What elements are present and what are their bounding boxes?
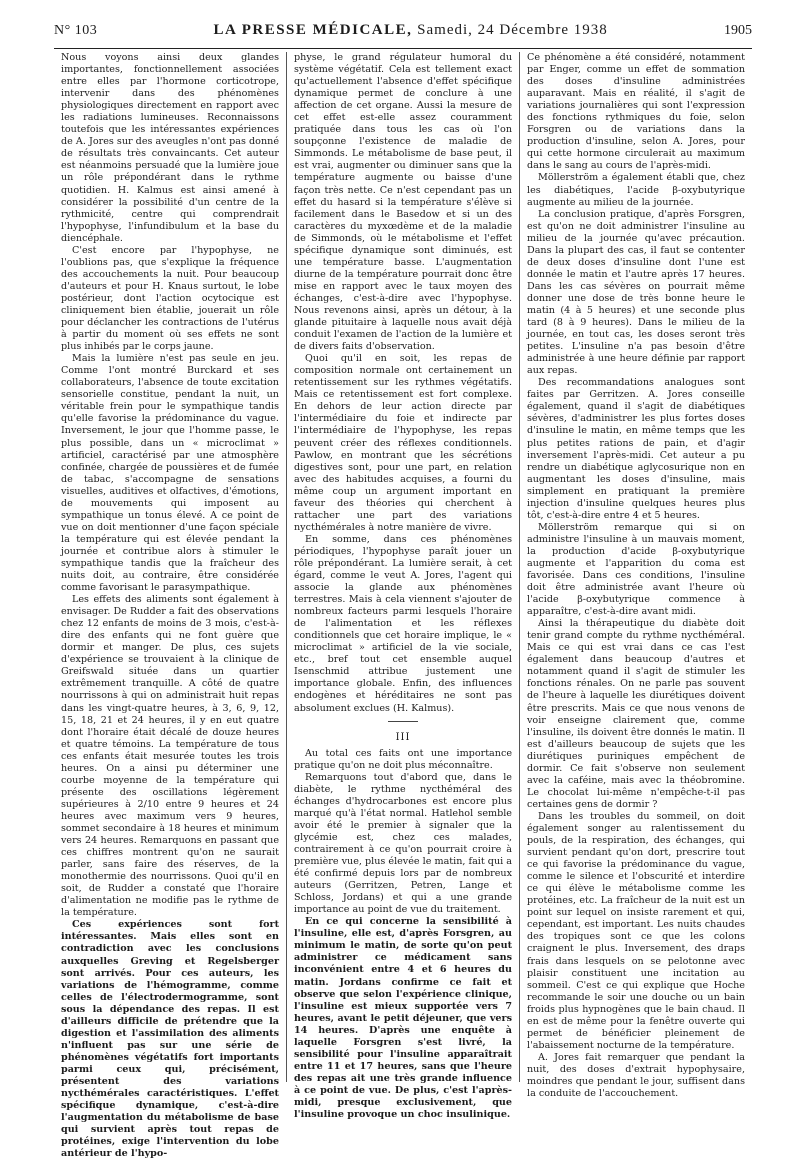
- paragraph: Ces expériences sont fort intéressantes. Mais elles sont en contradiction avec les conclusions auxquelles Greving et Regelsberger sont arrivés. Pour ces auteurs, les variations de l'hémogramme, comme celles de l'électrodermogramme, sont sous la dépendance des repas. Il est d'ailleurs difficile de prétendre que la digestion et l'assimilation des aliments n'influent pas sur une série de phénomènes végétatifs fort importants parmi ceux qui, précisément, présentent des variations nycthémérales caractéristiques. L'effet spécifique dynamique, c'est-à-dire l'augmentation du métabolisme de base qui survient après tout repas de protéines, exige l'intervention du lobe antérieur de l'hypo-: [61, 919, 279, 1160]
- paragraph: Les effets des aliments sont également à envisager. De Rudder a fait des observations chez 12 enfants de moins de 3 mois, c'est-à-dire des enfants qui ne font guère que dormir et manger. De plus, ces sujets d'expérience se trouvaient à la clinique de Greifswald située dans un quartier extrêmement tranquille. A côté de quatre nourrissons à qui on administrait huit repas dans les vingt-quatre heures, à 3, 6, 9, 12, 15, 18, 21 et 24 heures, il y en eut quatre dont l'horaire était décalé de douze heures et quatre témoins. La température de tous ces enfants était mesurée toutes les trois heures. On a ainsi pu déterminer une courbe moyenne de la température qui présente des oscillations légèrement supérieures à 2/10 entre 9 heures et 24 heures avec maximum vers 9 heures, sommet secondaire à 18 heures et minimum vers 24 heures. Remarquons en passant que ces chiffres montrent qu'on ne saurait parler, sans faire des réserves, de la monothermie des nourrissons. Quoi qu'il en soit, de Rudder a constaté que l'horaire d'alimentation ne modifie pas le rythme de la température.: [61, 594, 279, 919]
- paragraph: Quoi qu'il en soit, les repas de composition normale ont certainement un retentissement sur les rythmes végétatifs. Mais ce retentissement est fort complexe. En dehors de leur action directe par l'intermédiaire du foie et indirecte par l'intermédiaire de l'hypophyse, les repas peuvent créer des réflexes conditionnels. Pawlow, en montrant que les sécrétions digestives sont, pour une part, en relation avec des habitudes acquises, a fourni du même coup un argument important en faveur des théories qui cherchent à rattacher une part des variations nycthémérales à notre manière de vivre.: [294, 353, 512, 533]
- paragraph: Remarquons tout d'abord que, dans le diabète, le rythme nycthéméral des échanges d'hydrocarbones est encore plus marqué qu'à l'état normal. Hatlehol semble avoir été le premier à signaler que la glycémie est, chez ces malades, contrairement à ce qu'on pourrait croire à première vue, plus élevée le matin, fait qui a été confirmé depuis lors par de nombreux auteurs (Gerritzen, Petren, Lange et Schloss, Jordans) et qui a une grande importance au point de vue du traitement.: [294, 771, 512, 916]
- paragraph: En somme, dans ces phénomènes périodiques, l'hypophyse paraît jouer un rôle prépondérant. La lumière serait, à cet égard, comme le veut A. Jores, l'agent qui associe la glande aux phénomènes terrestres. Mais à cela viennent s'ajouter de nombreux facteurs parmi lesquels l'horaire de l'alimentation et les réflexes conditionnels que cet horaire implique, le « microclimat » artificiel de la vie sociale, etc., bref tout cet ensemble auquel Isenschmid attribue justement une importance globale. Enfin, des influences endogènes et héréditaires ne sont pas absolument exclues (H. Kalmus).: [294, 533, 512, 714]
- column-3: [519, 52, 752, 1100]
- page-number: 1905: [724, 23, 752, 38]
- section-heading: III: [395, 731, 411, 743]
- running-title: [213, 22, 607, 39]
- paragraph: Möllerström remarque qui si on administre l'insuline à un mauvais moment, la production d'acide β-oxybutyrique augmente et l'apparition du coma est favorisée. Dans ces conditions, l'insuline doit être administrée avant l'heure où l'acide β-oxybutyrique commence à apparaître, c'est-à-dire avant midi.: [527, 521, 745, 618]
- paragraph: Möllerström a également établi que, chez les diabétiques, l'acide β-oxybutyrique augmente au milieu de la journée.: [527, 172, 745, 208]
- paragraph: La conclusion pratique, d'après Forsgren, est qu'on ne doit administrer l'insuline au milieu de la journée qu'avec précaution. Dans la plupart des cas, il faut se contenter de deux doses d'insuline dont l'une est donnée le matin et l'autre après 17 heures. Dans les cas sévères on pourrait même donner une dose de très bonne heure le matin (4 à 5 heures) et une seconde plus tard (8 à 9 heures). Dans le milieu de la journée, en tout cas, les doses seront très petites. L'insuline n'a pas besoin d'être administrée à une heure définie par rapport aux repas.: [527, 208, 745, 377]
- paragraph: A. Jores fait remarquer que pendant la nuit, des doses d'extrait hypophysaire, moindres que pendant le jour, suffisent dans la conduite de l'accouchement.: [527, 1051, 745, 1100]
- paragraph: En ce qui concerne la sensibilité à l'insuline, elle est, d'après Forsgren, au minimum le matin, de sorte qu'on peut administrer ce médicament sans inconvénient entre 4 et 6 heures du matin. Jordans confirme ce fait et observe que selon l'expérience clinique, l'insuline est mieux supportée vers 7 heures, avant le petit déjeuner, que vers 14 heures. D'après une enquête à laquelle Forsgren s'est livré, la sensibilité pour l'insuline apparaîtrait entre 11 et 17 heures, sans que l'heure des repas ait une très grande influence à ce point de vue. De plus, c'est l'après-midi, presque exclusivement, que l'insuline provoque un choc insulinique.: [294, 916, 512, 1121]
- paragraph: Des recommandations analogues sont faites par Gerritzen. A. Jores conseille également, quand il s'agit de diabétiques sévères, d'administrer les plus fortes doses d'insuline le matin, en même temps que les plus petites rations de pain, et d'agir inversement l'après-midi. Cet auteur a pu rendre un diabétique aglycosurique non en augmentant les doses d'insuline, mais simplement en pratiquant la première injection d'insuline quelques heures plus tôt, c'est-à-dire entre 4 et 5 heures.: [527, 377, 745, 521]
- paragraph: Au total ces faits ont une importance pratique qu'on ne doit plus méconnaître.: [294, 747, 512, 771]
- section-rule: [388, 721, 418, 722]
- issue-date: Samedi, 24 Décembre 1938: [417, 22, 608, 38]
- column-2: [286, 52, 519, 1121]
- paragraph: Nous voyons ainsi deux glandes importantes, fonctionnellement associées entre elles par l'hormone corticotrope, intervenir dans des phénomènes physiologiques directement en rapport avec les radiations lumineuses. Reconnaissons toutefois que les intéressantes expériences de A. Jores sur des aveugles n'ont pas donné de résultats très convaincants. Cet auteur est néanmoins persuadé que la lumière joue un rôle prépondérant dans le rythme quotidien. H. Kalmus est ainsi amené à considérer la possibilité d'un centre de la rythmicité, centre qui comprendrait l'hypophyse, l'infundibulum et la base du diencéphale.: [61, 52, 279, 244]
- paragraph: C'est encore par l'hypophyse, ne l'oublions pas, que s'explique la fréquence des accouchements la nuit. Pour beaucoup d'auteurs et pour H. Knaus surtout, le lobe postérieur, dont l'action ocytocique est cliniquement bien établie, jouerait un rôle pour déclancher les contractions de l'utérus à partir du moment où ses effets ne sont plus inhibés par le corps jaune.: [61, 244, 279, 353]
- article-columns: [54, 52, 752, 1160]
- journal-name: LA PRESSE MÉDICALE,: [213, 22, 413, 38]
- page-header: [54, 22, 752, 46]
- paragraph: Mais la lumière n'est pas seule en jeu. Comme l'ont montré Burckard et ses collaborateurs, l'absence de toute excitation sensorielle constitue, pendant la nuit, un véritable frein pour le sympathique tandis qu'elle favorise la prédominance du vague. Inversement, le jour que l'homme passe, le plus possible, dans un « microclimat » artificiel, caractérisé par une atmosphère confinée, chargée de poussières et de fumée de tabac, s'accompagne de sensations visuelles, auditives et olfactives, d'émotions, de mouvements qui imposent au sympathique un tonus élevé. A ce point de vue on doit mentionner d'une façon spéciale la température qui est élevée pendant la journée et contribue alors à stimuler le sympathique tandis que la fraîcheur des nuits doit, au contraire, être considérée comme favorisant le parasympathique.: [61, 353, 279, 594]
- paragraph: Dans les troubles du sommeil, on doit également songer au ralentissement du pouls, de la respiration, des échanges, qui survient pendant qu'on dort, prescrire tout ce qui favorise la prédominance du vague, comme le silence et l'obscurité et interdire ce qui élève le métabolisme comme les protéines, etc. La fraîcheur de la nuit est un point sur lequel on insiste rarement et qui, cependant, est important. Les nuits chaudes des tropiques sont ce que les colons craignent le plus. Inversement, des draps frais dans lesquels on se pelotonne avec plaisir constituent une incitation au sommeil. C'est ce qui explique que Hoche recommande le soir une douche ou un bain froids plus hypnogènes que le bain chaud. Il en est de même pour la fenêtre ouverte qui permet de bénéficier pleinement de l'abaissement nocturne de la température.: [527, 810, 745, 1051]
- issue-number: N° 103: [54, 23, 98, 38]
- paragraph: Ainsi la thérapeutique du diabète doit tenir grand compte du rythme nycthéméral. Mais ce qui est vrai dans ce cas l'est également dans beaucoup d'autres et notamment quand il s'agit de stimuler les fonctions rénales. On ne parle pas souvent de l'heure à laquelle les diurétiques doivent être prescrits. Mais ce que nous venons de voir enseigne clairement que, comme l'insuline, ils doivent être donnés le matin. Il est d'ailleurs beaucoup de sujets que les diurétiques puriniques empêchent de dormir. Ce fait s'observe non seulement avec la caféine, mais avec la théobromine. Le chocolat lui-même n'empêche-t-il pas certaines gens de dormir ?: [527, 618, 745, 810]
- paragraph: physe, le grand régulateur humoral du système végétatif. Cela est tellement exact qu'actuellement l'absence d'effet spécifique dynamique permet de conclure à une affection de cet organe. Aussi la mesure de cet effet est-elle assez couramment pratiquée dans tous les cas où l'on soupçonne l'existence de maladie de Simmonds. Le métabolisme de base peut, il est vrai, augmenter ou diminuer sans que la température augmente ou baisse d'une façon très nette. Ce n'est cependant pas un effet du hasard si la température s'élève si facilement dans le Basedow et si un des caractères du myxœdème et de la maladie de Simmonds, où le métabolisme et l'effet spécifique dynamique sont diminués, est une température basse. L'augmentation diurne de la température pourrait donc être mise en rapport avec le taux moyen des échanges, c'est-à-dire avec l'hypophyse. Nous revenons ainsi, après un détour, à la glande pituitaire à laquelle nous avait déjà conduit l'examen de l'action de la lumière et de divers faits d'observation.: [294, 52, 512, 353]
- paragraph: Ce phénomène a été considéré, notamment par Enger, comme un effet de sommation des doses d'insuline administrées auparavant. Mais en réalité, il s'agit de variations journalières qui sont l'expression des fonctions rythmiques du foie, selon Forsgren ou de variations dans la production d'insuline, selon A. Jores, pour qui cette hormone circulerait au maximum dans le sang au cours de l'après-midi.: [527, 52, 745, 172]
- header-rule: [54, 48, 752, 49]
- column-1: [54, 52, 286, 1160]
